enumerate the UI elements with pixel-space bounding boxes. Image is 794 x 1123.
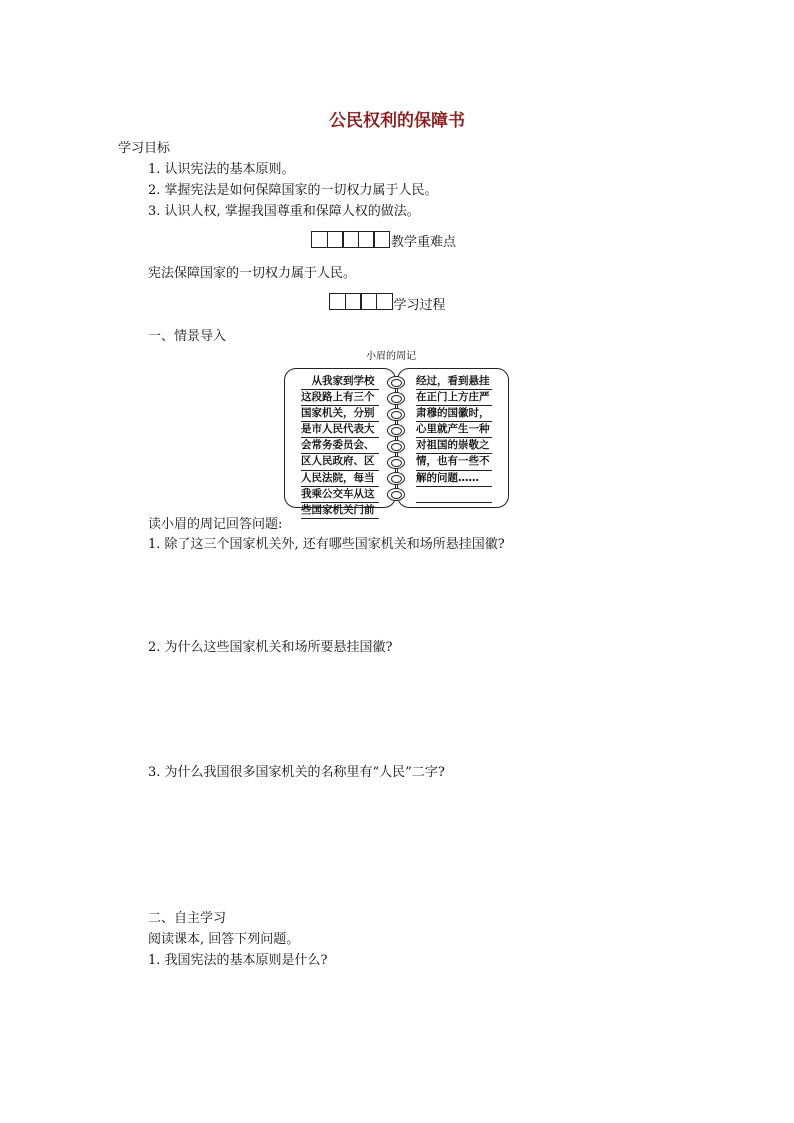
diary-left-text: 从我家到学校 这段路上有三个 国家机关，分别 是市人民代表大 会常务委员会、 区人民政府、区 人民法院，每当 我乘公交车从这 些国家机关门前 <box>301 374 379 519</box>
question-item: 1. 我国宪法的基本原则是什么? <box>148 953 328 968</box>
question-item: 2. 为什么这些国家机关和场所要悬挂国徽? <box>148 640 393 655</box>
question-item: 1. 除了这三个国家机关外, 还有哪些国家机关和场所悬挂国徽? <box>148 537 505 552</box>
binder-ring-icon <box>387 424 405 437</box>
objective-item: 3. 认识人权, 掌握我国尊重和保障人权的做法。 <box>148 204 420 219</box>
objective-item: 2. 掌握宪法是如何保障国家的一切权力属于人民。 <box>148 183 438 198</box>
section1-heading: 一、情景导入 <box>148 329 227 344</box>
process-badge <box>329 293 446 313</box>
diary-left-page <box>284 368 396 516</box>
binder-ring-icon <box>387 472 405 485</box>
section2-heading: 二、自主学习 <box>148 911 227 926</box>
page-title: 公民权利的保障书 <box>329 111 465 131</box>
key-points-text: 宪法保障国家的一切权力属于人民。 <box>148 266 357 281</box>
binder-ring-icon <box>387 456 405 469</box>
process-label: 学习过程 <box>393 298 446 313</box>
objective-item: 1. 认识宪法的基本原则。 <box>148 162 295 177</box>
diary-right-text: 经过，看到悬挂 在正门上方庄严 肃穆的国徽时， 心里就产生一种 对祖国的崇敬之 情，也有一些不 解的问题…… <box>416 374 492 503</box>
binder-ring-icon <box>387 440 405 453</box>
binder-ring-icon <box>387 408 405 421</box>
question-item: 3. 为什么我国很多国家机关的名称里有“人民”二字? <box>148 765 445 780</box>
decorative-boxes <box>311 231 389 248</box>
binder-ring-icon <box>387 488 405 501</box>
objectives-heading: 学习目标 <box>118 141 171 156</box>
section2-prompt: 阅读课本, 回答下列问题。 <box>148 932 300 947</box>
binder-ring-icon <box>387 376 405 389</box>
key-points-label: 教学重难点 <box>391 235 457 250</box>
binder-ring-icon <box>387 392 405 405</box>
diary-prompt: 读小眉的周记回答问题: <box>148 517 283 532</box>
diary-right-page <box>397 368 509 508</box>
decorative-boxes <box>329 293 391 310</box>
key-points-badge <box>311 231 456 248</box>
diary-caption: 小眉的周记 <box>366 351 416 362</box>
